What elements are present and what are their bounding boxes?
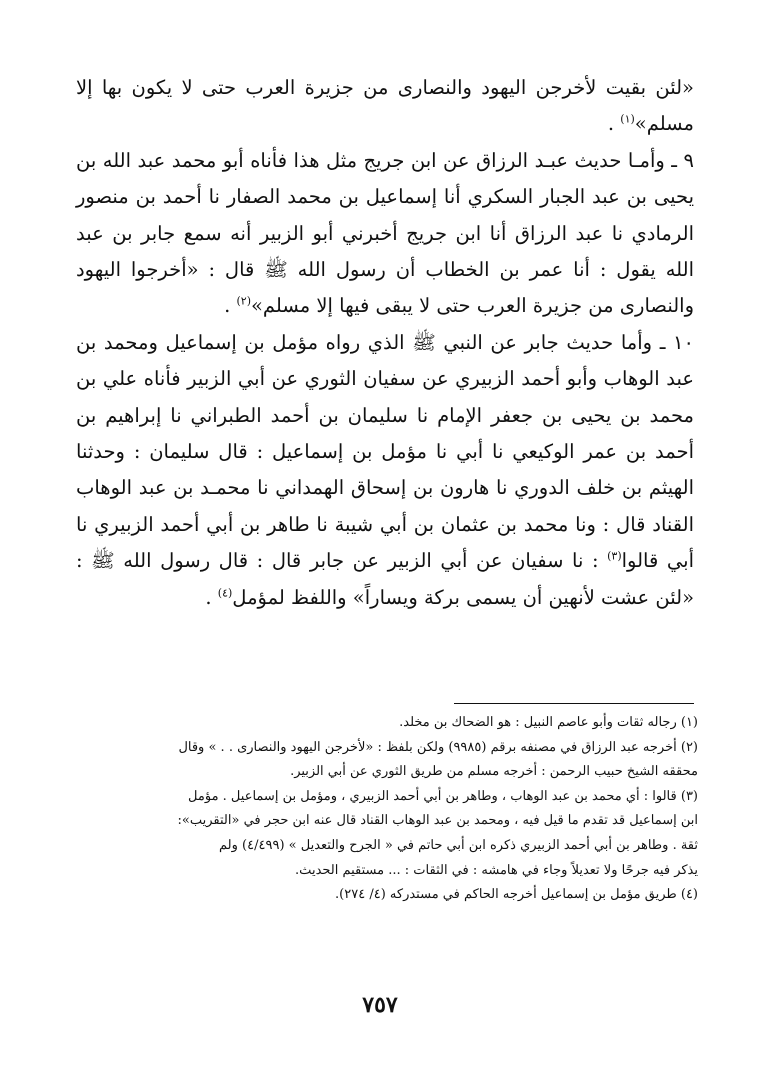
footnote-3-line-1: (٣) قالوا : أي محمد بن عبد الوهاب ، وطاهر بن أبي أحمد الزبيري ، ومؤمل بن إسماعيل . مؤمل <box>188 788 698 804</box>
footnote-3-line-2: ابن إسماعيل قد تقدم ما قيل فيه ، ومحمد بن عبد الوهاب القناد قال عنه ابن حجر في «التقريب»: <box>177 813 698 829</box>
paragraph-3 <box>76 325 694 616</box>
paragraph-1-end: . <box>607 112 621 136</box>
footnote-divider <box>454 703 694 704</box>
page-number: ٧٥٧ <box>362 992 398 1018</box>
paragraph-2-text: ٩ ـ وأمـا حديث عبـد الرزاق عن ابن جريج مثل هذا فأناه أبو محمد عبد الله بن يحيى بن عبد الجبار السكري أنا إسماعيل بن محمد الصفار نا أحمد بن منصور الرمادي نا عبد الرزاق أنا ابن جريج أخبرني أبو الزبير أنه سمع جابر بن عبد الله يقول : أنا عمر بن الخطاب أن رسول الله ﷺ قال : «أخرجوا اليهود والنصارى من جزيرة العرب حتى لا يبقى فيها إلا مسلم» <box>76 148 694 318</box>
paragraph-3-text-b: : نا سفيان عن أبي الزبير عن جابر قال : قال رسول الله ﷺ : «لئن عشت لأنهين أن يسمى بركة ويساراً» واللفظ لمؤمل <box>76 549 694 609</box>
footnote-ref-3: (٣) <box>607 549 622 563</box>
footnotes <box>76 711 698 908</box>
paragraph-3-text-a: ١٠ ـ وأما حديث جابر عن النبي ﷺ الذي رواه مؤمل بن إسماعيل ومحمد بن عبد الوهاب وأبو أحمد الزبيري عن سفيان الثوري عن أبي الزبير فأناه علي بن محمد بن يحيى بن جعفر الإمام نا سليمان بن أحمد الطبراني نا إبراهيم بن أحمد بن عمر الوكيعي نا أبي نا مؤمل بن إسماعيل : قال سليمان : وحدثنا الهيثم بن خلف الدوري نا هارون بن إسحاق الهمداني نا محمـد بن عبد الوهاب القناد قال : ونا محمد بن عثمان بن أبي شيبة نا طاهر بن أبي أحمد الزبيري نا أبي قالوا <box>76 330 694 573</box>
footnote-ref-1: (١) <box>620 112 635 126</box>
footnote-2-line-2: محققه الشيخ حبيب الرحمن : أخرجه مسلم من طريق الثوري عن أبي الزبير. <box>290 764 698 780</box>
footnote-1: (١) رجاله ثقات وأبو عاصم النبيل : هو الضحاك بن مخلد. <box>399 715 698 730</box>
paragraph-2-end: . <box>224 294 237 318</box>
paragraph-1 <box>76 70 694 143</box>
footnote-3-line-4: يذكر فيه جرحًا ولا تعديلاً وجاء في هامشه : في الثقات : ... مستقيم الحديث. <box>295 862 698 878</box>
main-text <box>76 70 694 616</box>
footnote-3-line-3: ثقة . وطاهر بن أبي أحمد الزبيري ذكره ابن أبي حاتم في « الجرح والتعديل » (٤/٤٩٩) ولم <box>219 837 698 853</box>
paragraph-2 <box>76 143 694 325</box>
footnote-2-line-1: (٢) أخرجه عبد الرزاق في مصنفه برقم (٩٩٨٥) ولكن بلفظ : «لأخرجن اليهود والنصارى . . » وقال <box>178 739 698 755</box>
footnote-ref-2: (٢) <box>236 294 251 308</box>
paragraph-1-text: «لئن بقيت لأخرجن اليهود والنصارى من جزيرة العرب حتى لا يكون بها إلا مسلم» <box>76 76 694 136</box>
footnote-ref-4: (٤) <box>217 586 233 600</box>
footnote-4: (٤) طريق مؤمل بن إسماعيل أخرجه الحاكم في مستدركه (٤/ ٢٧٤). <box>335 887 698 903</box>
paragraph-3-end: . <box>205 585 218 609</box>
